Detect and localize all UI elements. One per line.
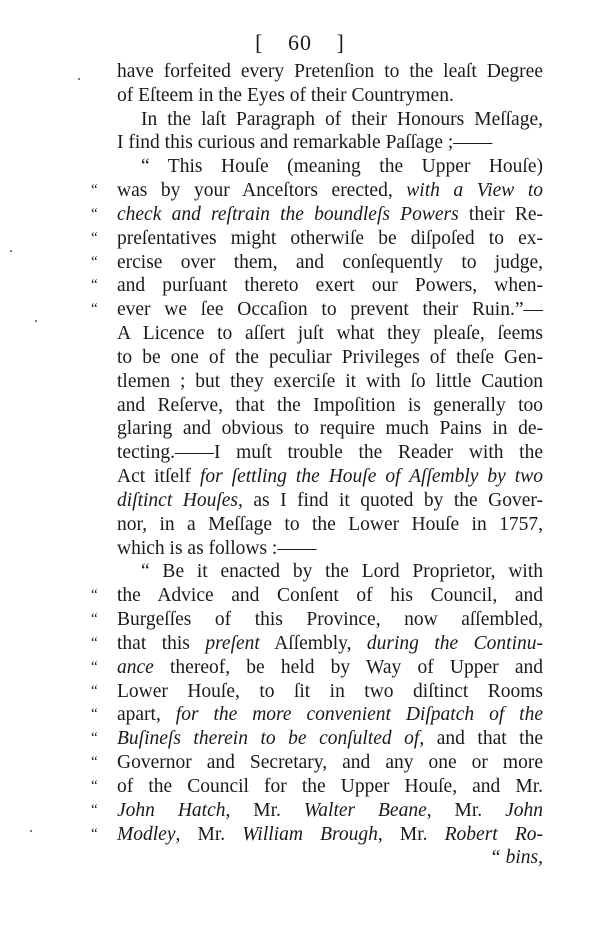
quotation-mark: “ (91, 801, 98, 818)
text-line (117, 131, 543, 155)
text-segment: Lower Houſe, to ſit in two diſtinct Rooms (117, 680, 543, 702)
italic-text: Buſineſs therein to be conſulted of (117, 728, 420, 750)
quotation-mark: “ (91, 277, 98, 294)
text-line (91, 751, 543, 775)
text-segment: and Reſerve, that the Impoſition is generally too (117, 394, 543, 416)
text-segment: that this (117, 632, 206, 654)
scan-speck (30, 830, 32, 832)
text-segment: I find this curious and remarkable Paſſage ;—— (117, 132, 493, 154)
text-segment: their Re- (468, 203, 544, 225)
text-line (91, 227, 543, 251)
quotation-mark: “ (91, 777, 98, 794)
scan-speck (78, 78, 80, 80)
text-segment: “ This Houſe (meaning the Upper Houſe) (141, 156, 543, 178)
catchword: “ bins, (489, 847, 543, 869)
text-segment: was by your Anceſtors erected, (117, 180, 407, 202)
text-line (117, 108, 543, 132)
text-line (91, 775, 543, 799)
italic-text: Modley (117, 823, 176, 845)
text-segment: , Mr. (426, 799, 506, 821)
body-text (91, 60, 544, 870)
text-line (117, 84, 543, 108)
quotation-mark: “ (91, 229, 98, 246)
quotation-mark: “ (91, 730, 98, 747)
text-line (91, 703, 543, 727)
text-line (117, 394, 543, 418)
text-line (117, 346, 543, 370)
text-line (117, 370, 543, 394)
text-line (91, 584, 543, 608)
text-segment: thereof, be held by Way of Upper and (153, 656, 543, 678)
italic-text: John (505, 799, 543, 821)
text-line (117, 489, 543, 513)
text-segment: In the laſt Paragraph of their Honours Meſſage, (141, 108, 543, 130)
text-line (91, 274, 543, 298)
italic-text: check and reſtrain the boundleſs Powers (117, 203, 469, 225)
text-line (91, 680, 543, 704)
text-line (117, 155, 543, 179)
text-line (117, 513, 543, 537)
quotation-mark: “ (91, 634, 98, 651)
text-segment: Burgeſſes of this Province, now aſſembled, (117, 609, 543, 631)
text-segment: , Mr. (377, 823, 445, 845)
italic-text: ance (117, 656, 154, 678)
text-line (117, 560, 543, 584)
text-line (91, 251, 543, 275)
text-segment: , Mr. (175, 823, 243, 845)
text-segment: have forfeited every Pretenſion to the leaſt Degree (117, 61, 543, 82)
scan-speck (35, 320, 37, 322)
text-segment: the Advice and Conſent of his Council, and (117, 585, 543, 607)
text-segment: nor, in a Meſſage to the Lower Houſe in 1757, (117, 513, 543, 535)
quotation-mark: “ (91, 611, 98, 628)
text-segment: tecting.——I muſt trouble the Reader with the (117, 442, 543, 464)
quotation-mark: “ (91, 754, 98, 771)
quotation-mark: “ (91, 587, 98, 604)
italic-text: Walter Beane (303, 799, 427, 821)
text-segment: Aſſembly, (259, 632, 367, 654)
page-number-value: 60 (288, 30, 312, 55)
text-line (117, 60, 543, 84)
text-line (91, 656, 543, 680)
scan-speck (10, 250, 12, 252)
quotation-mark: “ (91, 205, 98, 222)
text-line (117, 537, 543, 561)
text-segment: to be one of the peculiar Privileges of theſe Gen- (117, 346, 543, 368)
text-segment: of the Council for the Upper Houſe, and Mr. (117, 775, 543, 797)
left-bracket: [ (255, 30, 264, 55)
italic-text: with a View to (406, 180, 543, 202)
text-line (117, 465, 543, 489)
text-segment: which is as follows :—— (117, 537, 317, 559)
text-segment: “ Be it enacted by the Lord Proprietor, with (141, 561, 543, 583)
right-bracket: ] (336, 30, 345, 55)
text-segment: , and that the (419, 728, 544, 750)
italic-text: diſtinct Houſes (117, 489, 238, 511)
quotation-mark: “ (91, 658, 98, 675)
text-line (117, 322, 543, 346)
text-segment: , Mr. (225, 799, 304, 821)
text-line (91, 298, 543, 322)
text-segment: ever we ſee Occaſion to prevent their Ruin.”— (117, 299, 543, 321)
quotation-mark: “ (91, 706, 98, 723)
text-line (91, 823, 544, 847)
quotation-mark: “ (91, 682, 98, 699)
text-segment: ercise over them, and conſequently to judge, (117, 251, 543, 273)
text-line (91, 203, 544, 227)
italic-text: William Brough (242, 823, 378, 845)
text-line (91, 632, 543, 656)
quotation-mark: “ (91, 182, 98, 199)
text-segment: preſentatives might otherwiſe be diſpoſed to ex- (117, 227, 543, 249)
text-segment: apart, (117, 704, 176, 726)
italic-text: Robert Ro- (444, 823, 544, 845)
text-segment: A Licence to aſſert juſt what they pleaſe, ſeems (117, 323, 543, 345)
text-line (91, 727, 544, 751)
text-segment: tlemen ; but they exerciſe it with ſo little Caution (117, 370, 543, 392)
italic-text: John Hatch (117, 799, 226, 821)
italic-text: for the more convenient Diſpatch of the (175, 704, 543, 726)
quotation-mark: “ (91, 253, 98, 270)
text-line (91, 608, 543, 632)
text-line (91, 179, 543, 203)
quotation-mark: “ (91, 301, 98, 318)
text-segment: glaring and obvious to require much Pains in de- (117, 418, 543, 440)
text-segment: Governor and Secretary, and any one or more (117, 752, 543, 774)
text-line (117, 441, 543, 465)
italic-text: preſent (205, 632, 260, 654)
italic-text: during the Continu- (366, 632, 543, 654)
page-number (0, 30, 600, 56)
text-segment: and purſuant thereto exert our Powers, when- (117, 275, 543, 297)
text-segment: , as I find it quoted by the Gover- (237, 489, 543, 511)
text-segment: of Eſteem in the Eyes of their Countrymen. (117, 84, 454, 106)
quotation-mark: “ (91, 825, 98, 842)
text-segment: Act itſelf (117, 466, 200, 488)
italic-text: for ſettling the Houſe of Aſſembly by two (199, 466, 543, 488)
text-line (117, 417, 543, 441)
text-line (91, 799, 543, 823)
